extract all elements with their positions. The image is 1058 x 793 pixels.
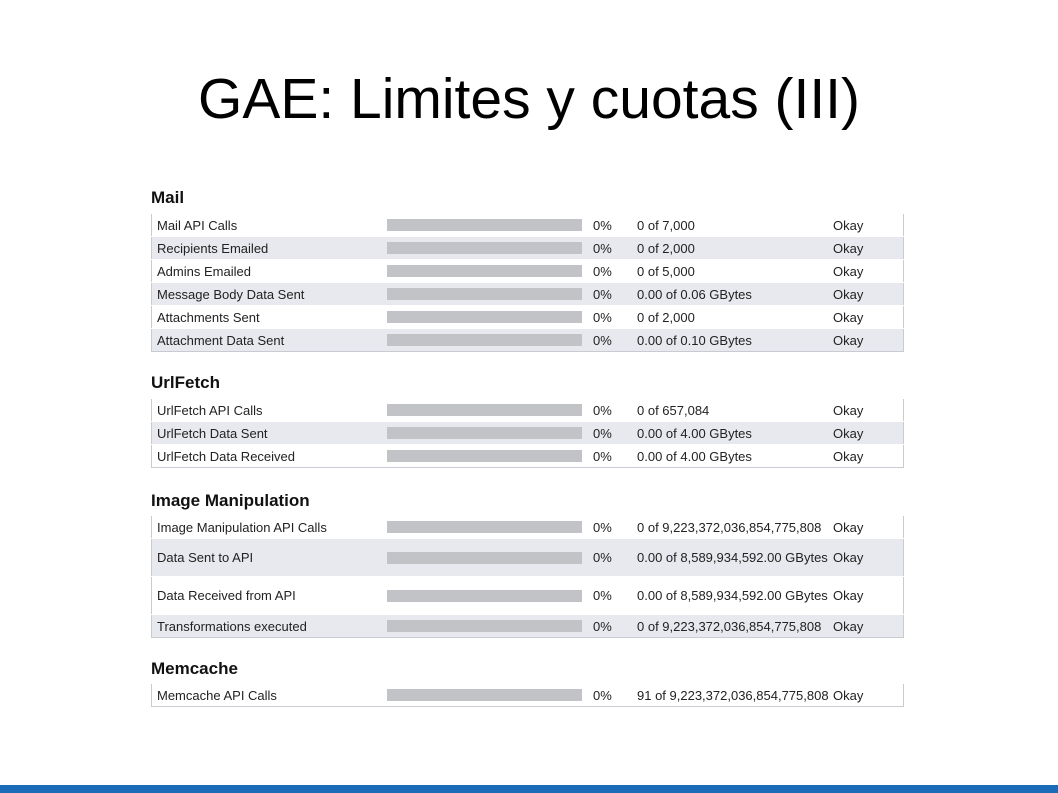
quota-usage: 0.00 of 4.00 GBytes: [637, 445, 833, 468]
quota-table-memcache: [151, 683, 904, 707]
usage-bar: [387, 450, 582, 462]
quota-usage: 0.00 of 0.06 GBytes: [637, 283, 833, 306]
table-row: [152, 445, 904, 468]
table-row: [152, 615, 904, 638]
usage-bar: [387, 620, 582, 632]
quota-percent: 0%: [587, 684, 637, 707]
quota-usage: 0.00 of 8,589,934,592.00 GBytes: [637, 577, 833, 615]
quota-table-image-manipulation: [151, 515, 904, 638]
quota-status: Okay: [833, 283, 904, 306]
section-title: Image Manipulation: [151, 491, 310, 510]
usage-bar: [387, 404, 582, 416]
usage-bar: [387, 219, 582, 231]
table-row: [152, 577, 904, 615]
table-row: [152, 329, 904, 352]
quota-status: Okay: [833, 445, 904, 468]
section-mail: [151, 187, 903, 352]
quota-name: Image Manipulation API Calls: [152, 516, 388, 539]
quota-status: Okay: [833, 214, 904, 237]
quota-status: Okay: [833, 684, 904, 707]
table-row: [152, 539, 904, 577]
section-urlfetch: [151, 372, 903, 468]
quota-usage: 0 of 2,000: [637, 306, 833, 329]
quota-percent: 0%: [587, 237, 637, 260]
quota-name: UrlFetch API Calls: [152, 399, 388, 422]
usage-bar: [387, 552, 582, 564]
quota-percent: 0%: [587, 214, 637, 237]
quota-status: Okay: [833, 422, 904, 445]
usage-bar: [387, 265, 582, 277]
section-title: Memcache: [151, 659, 238, 678]
quota-percent: 0%: [587, 539, 637, 577]
quota-name: Admins Emailed: [152, 260, 388, 283]
table-row: [152, 237, 904, 260]
quota-name: Recipients Emailed: [152, 237, 388, 260]
table-row: [152, 516, 904, 539]
quota-name: Message Body Data Sent: [152, 283, 388, 306]
usage-bar: [387, 334, 582, 346]
quota-percent: 0%: [587, 516, 637, 539]
quota-usage: 0 of 657,084: [637, 399, 833, 422]
quota-usage: 0.00 of 8,589,934,592.00 GBytes: [637, 539, 833, 577]
quota-usage: 91 of 9,223,372,036,854,775,808: [637, 684, 833, 707]
table-row: [152, 422, 904, 445]
usage-bar: [387, 689, 582, 701]
quota-percent: 0%: [587, 306, 637, 329]
quota-usage: 0 of 2,000: [637, 237, 833, 260]
table-row: [152, 684, 904, 707]
quota-status: Okay: [833, 260, 904, 283]
quota-name: Attachments Sent: [152, 306, 388, 329]
usage-bar: [387, 242, 582, 254]
quota-table-mail: [151, 213, 904, 352]
section-image-manipulation: [151, 490, 903, 638]
quota-status: Okay: [833, 237, 904, 260]
table-row: [152, 283, 904, 306]
quota-usage: 0 of 9,223,372,036,854,775,808: [637, 615, 833, 638]
usage-bar: [387, 311, 582, 323]
quota-percent: 0%: [587, 577, 637, 615]
quota-percent: 0%: [587, 399, 637, 422]
quota-percent: 0%: [587, 445, 637, 468]
quota-name: Mail API Calls: [152, 214, 388, 237]
slide-title: GAE: Limites y cuotas (III): [197, 67, 860, 131]
quota-usage: 0 of 9,223,372,036,854,775,808: [637, 516, 833, 539]
usage-bar: [387, 590, 582, 602]
bottom-band: [0, 785, 1058, 793]
quota-name: UrlFetch Data Received: [152, 445, 388, 468]
quota-name: Data Received from API: [152, 577, 388, 615]
quota-percent: 0%: [587, 283, 637, 306]
section-title: Mail: [151, 188, 185, 207]
section-memcache: [151, 658, 903, 707]
quota-status: Okay: [833, 577, 904, 615]
quota-usage: 0.00 of 4.00 GBytes: [637, 422, 833, 445]
usage-bar: [387, 427, 582, 439]
quota-name: Data Sent to API: [152, 539, 388, 577]
quota-usage: 0 of 7,000: [637, 214, 833, 237]
quota-status: Okay: [833, 399, 904, 422]
section-title: UrlFetch: [151, 373, 220, 392]
usage-bar: [387, 288, 582, 300]
quota-table-urlfetch: [151, 398, 904, 468]
quota-status: Okay: [833, 516, 904, 539]
quota-percent: 0%: [587, 422, 637, 445]
quota-percent: 0%: [587, 260, 637, 283]
quota-status: Okay: [833, 539, 904, 577]
quota-status: Okay: [833, 615, 904, 638]
quota-name: Transformations executed: [152, 615, 388, 638]
quota-usage: 0 of 5,000: [637, 260, 833, 283]
usage-bar: [387, 521, 582, 533]
quota-status: Okay: [833, 306, 904, 329]
quota-name: UrlFetch Data Sent: [152, 422, 388, 445]
quota-percent: 0%: [587, 329, 637, 352]
table-row: [152, 306, 904, 329]
table-row: [152, 399, 904, 422]
quota-name: Attachment Data Sent: [152, 329, 388, 352]
quota-percent: 0%: [587, 615, 637, 638]
quota-name: Memcache API Calls: [152, 684, 388, 707]
quota-usage: 0.00 of 0.10 GBytes: [637, 329, 833, 352]
table-row: [152, 260, 904, 283]
quota-status: Okay: [833, 329, 904, 352]
table-row: [152, 214, 904, 237]
